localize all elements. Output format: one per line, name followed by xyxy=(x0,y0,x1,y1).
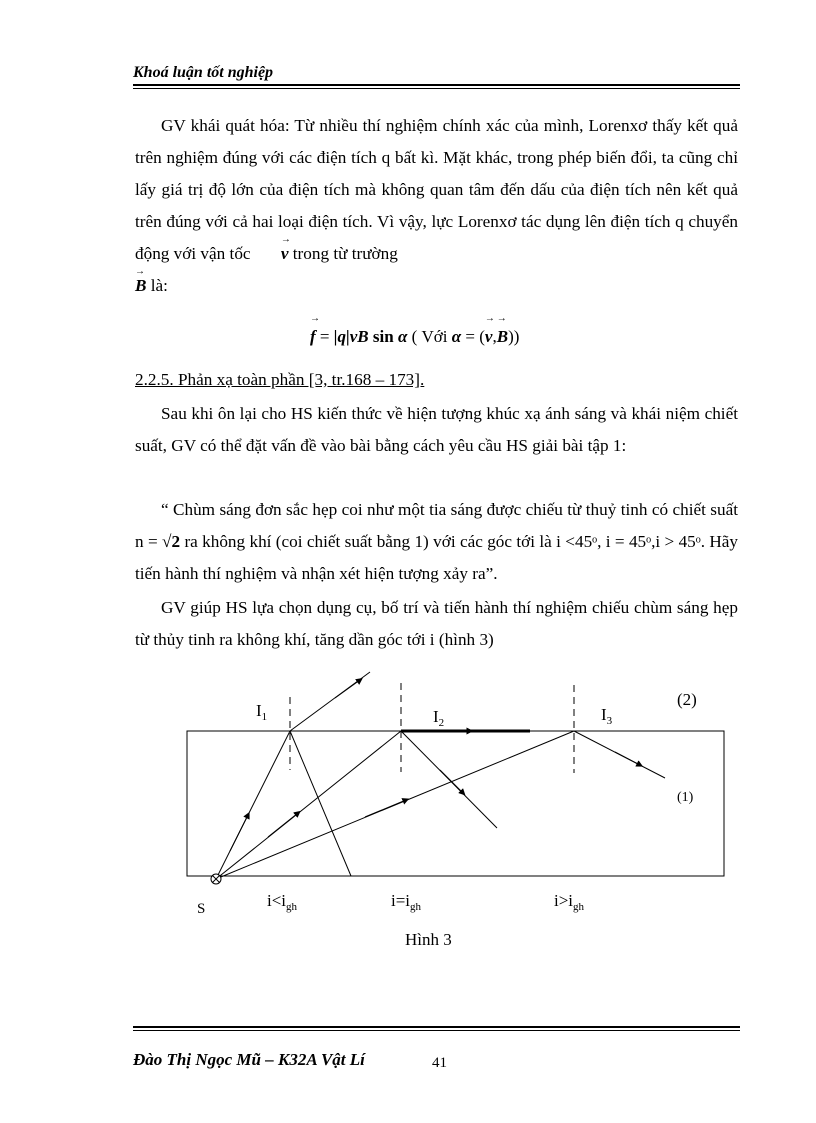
header-title: Khoá luận tốt nghiệp xyxy=(133,64,274,81)
page-number: 41 xyxy=(432,1055,447,1071)
incident-ray-2 xyxy=(216,731,401,879)
sqrt-two: √2 xyxy=(162,532,181,551)
label-i2: $I_2$ xyxy=(433,707,445,729)
label-case-3: $i>i_{gh}$ xyxy=(554,891,585,913)
light-source-icon xyxy=(211,874,221,884)
label-case-2: $i=i_{gh}$ xyxy=(391,891,422,913)
glass-block xyxy=(187,731,724,876)
paragraph-exercise: “ Chùm sáng đơn sắc hẹp coi như một tia sáng được chiếu từ thuỷ tinh có chiết suất n = √2 ra không khí (coi chiết suất bằng 1) với các góc tới là i <45ᵒ, i = 45ᵒ,i > 45ᵒ. Hãy tiến hành thí nghiệm và nhận xét hiện tượng xảy ra”. xyxy=(135,500,739,583)
refracted-ray-1-arrow xyxy=(335,680,360,698)
magnetic-field-symbol: → B xyxy=(135,270,146,302)
figure-caption: Hình 3 xyxy=(405,930,452,949)
footer-rule-thin xyxy=(133,1030,740,1031)
paragraph-lorenz-text: GV khái quát hóa: Từ nhiều thí nghiệm chính xác của mình, Lorenxơ thấy kết quả trên nghiệm đúng với các điện tích q bất kì. Mặt khác, trong phép biến đổi, ta cũng chỉ lấy giá trị độ lớn của điện tích mà không quan tâm đến dấu của điện tích nên kết quả trên đúng với cả hai loại điện tích. Vì vậy, lực Lorenxơ tác dụng lên điện tích q chuyển động với vận tốc → v trong từ trường xyxy=(135,110,738,270)
footer-author: Đào Thị Ngọc Mũ – K32A Vật Lí xyxy=(133,1050,365,1069)
label-i1: $I_1$ xyxy=(256,701,268,723)
reflected-ray-1 xyxy=(290,731,351,876)
paragraph-lorenz-end: → B là: xyxy=(135,270,738,302)
paragraph-intro: Sau khi ôn lại cho HS kiến thức về hiện tượng khúc xạ ánh sáng và khái niệm chiết suất, GV có thể đặt vấn đề vào bài bằng cách yêu cầu HS giải bài tập 1: xyxy=(135,404,738,455)
lorentz-formula: → f = |q|vB sin α ( Với α = (→ v,→ B)) xyxy=(310,327,519,347)
ray1-arrow xyxy=(230,815,248,851)
label-case-1: $i<i_{gh}$ xyxy=(267,891,298,913)
section-heading: 2.2.5. Phản xạ toàn phần [3, tr.168 – 173]. xyxy=(135,370,425,389)
ray2-arrow xyxy=(268,813,298,837)
reflected-ray-2-arrow xyxy=(440,770,463,793)
label-i3: $I_3$ xyxy=(601,705,613,727)
label-ray-2: (2) xyxy=(677,690,697,709)
total-reflection-arrow xyxy=(615,752,640,765)
label-source: S xyxy=(197,901,206,917)
paragraph-experiment: GV giúp HS lựa chọn dụng cụ, bố trí và tiến hành thí nghiệm chiếu chùm sáng hẹp từ thủy tinh ra không khí, tăng dần góc tới i (hình 3) xyxy=(135,598,738,649)
velocity-vector-symbol: → v xyxy=(255,238,289,270)
incident-ray-1 xyxy=(216,731,290,879)
label-ray-1: (1) xyxy=(677,790,694,805)
footer-rule xyxy=(133,1026,740,1028)
ray3-arrow xyxy=(365,800,406,817)
